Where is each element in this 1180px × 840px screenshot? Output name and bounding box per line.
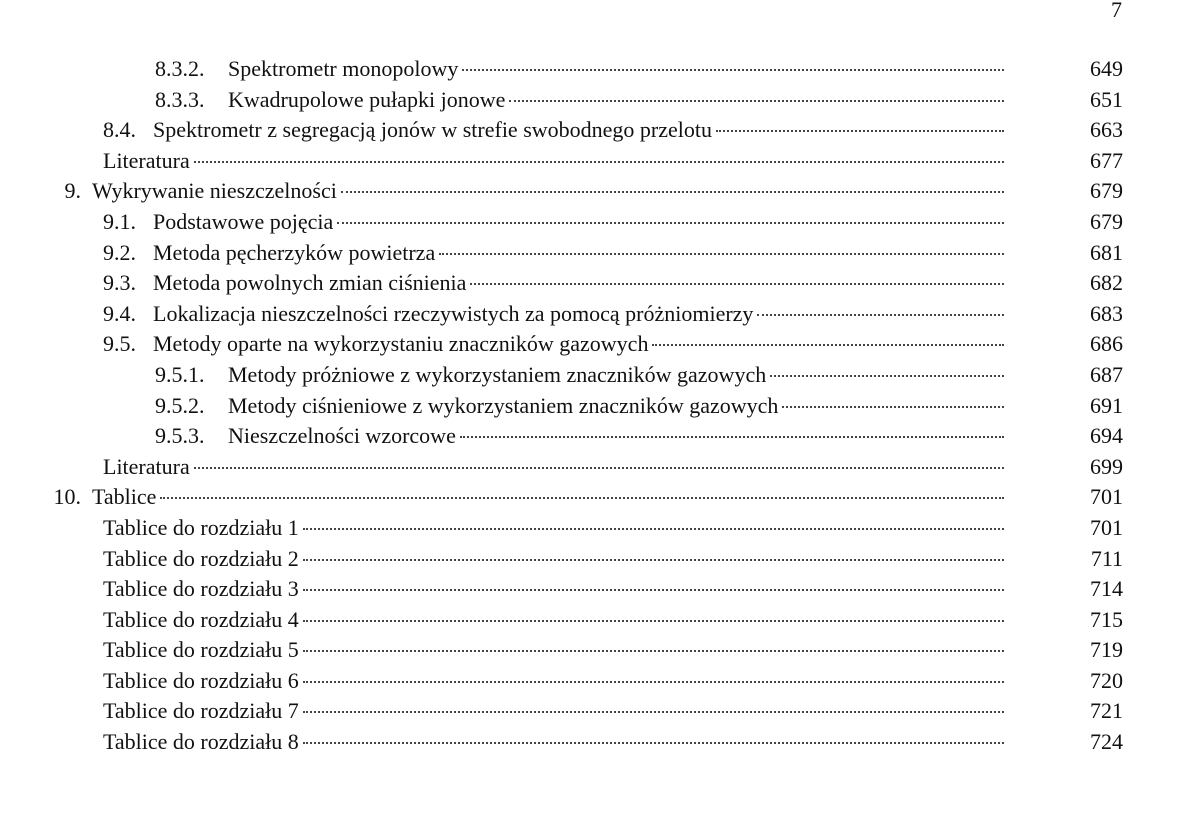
dot-leader [782, 406, 1004, 408]
toc-entry-title: Metoda pęcherzyków powietrza [153, 239, 436, 265]
toc-entry-title: Tablice do rozdziału 2 [103, 545, 299, 571]
dot-leader [303, 711, 1004, 713]
toc-entry-title: Metody ciśnieniowe z wykorzystaniem znaczników gazowych [228, 392, 779, 418]
toc-row [0, 360, 1180, 391]
toc-row [0, 238, 1180, 269]
toc-entry [0, 482, 1006, 513]
toc-row [0, 391, 1180, 422]
toc-row [0, 207, 1180, 238]
toc-row [0, 544, 1180, 575]
toc-entry-page: 679 [1090, 178, 1123, 204]
toc-entry [0, 666, 1006, 697]
toc-row [0, 421, 1180, 452]
toc-entry-title: Metody próżniowe z wykorzystaniem znaczników gazowych [228, 361, 767, 387]
toc-entry-page: 724 [1090, 729, 1123, 755]
toc-entry-page: 663 [1090, 117, 1123, 143]
toc-entry-number: 9.1. [103, 208, 136, 234]
toc-row [0, 513, 1180, 544]
toc-entry-number: 10. [53, 484, 81, 510]
toc-entry-page: 651 [1090, 86, 1123, 112]
toc-entry [0, 696, 1006, 727]
toc-entry [0, 605, 1006, 636]
toc-row [0, 727, 1180, 758]
toc-entry [0, 544, 1006, 575]
toc-entry-page: 681 [1090, 239, 1123, 265]
toc-row [0, 605, 1180, 636]
dot-leader [160, 497, 1004, 499]
dot-leader [194, 467, 1004, 469]
toc-entry-number: 8.3.3. [155, 86, 205, 112]
toc-entry [0, 421, 1006, 452]
toc-row [0, 329, 1180, 360]
toc-entry-title: Tablice do rozdziału 4 [103, 606, 299, 632]
toc-entry-title: Tablice do rozdziału 6 [103, 667, 299, 693]
dot-leader [303, 681, 1004, 683]
toc-entry [0, 329, 1006, 360]
toc-row [0, 299, 1180, 330]
toc-entry-page: 719 [1090, 637, 1123, 663]
toc-entry-page: 711 [1090, 545, 1123, 571]
dot-leader [303, 742, 1004, 744]
toc-entry-page: 714 [1090, 576, 1123, 602]
toc-entry-title: Tablice do rozdziału 1 [103, 514, 299, 540]
toc-entry-title: Podstawowe pojęcia [153, 208, 334, 234]
toc-row [0, 696, 1180, 727]
toc-entry [0, 85, 1006, 116]
toc-entry-number: 8.3.2. [155, 56, 205, 81]
dot-leader [470, 283, 1004, 285]
dot-leader [509, 100, 1004, 102]
toc-entry-page: 701 [1090, 514, 1123, 540]
dot-leader [439, 253, 1004, 255]
toc-entry-title: Metoda powolnych zmian ciśnienia [153, 270, 467, 296]
toc-row [0, 574, 1180, 605]
toc-row [0, 666, 1180, 697]
dot-leader [303, 620, 1004, 622]
toc-entry-page: 687 [1090, 361, 1123, 387]
toc-entry-title: Tablice do rozdziału 5 [103, 637, 299, 663]
toc-entry-title: Tablice [92, 484, 157, 510]
toc-entry-title: Spektrometr monopolowy [228, 56, 459, 81]
dot-leader [303, 650, 1004, 652]
toc-entry [0, 54, 1006, 85]
toc-entry-page: 677 [1090, 147, 1123, 173]
toc-row [0, 482, 1180, 513]
page-number: 7 [1111, 0, 1122, 22]
toc-entry-number: 8.4. [103, 117, 136, 143]
toc-entry-page: 683 [1090, 300, 1123, 326]
toc-entry [0, 115, 1006, 146]
toc-entry-page: 691 [1090, 392, 1123, 418]
toc-entry [0, 391, 1006, 422]
dot-leader [716, 130, 1004, 132]
toc-entry [0, 727, 1006, 758]
toc-entry-page: 699 [1090, 453, 1123, 479]
toc-entry-title: Nieszczelności wzorcowe [228, 423, 456, 449]
toc-entry-number: 9.2. [103, 239, 136, 265]
toc-entry-title: Literatura [103, 453, 190, 479]
toc-entry-title: Tablice do rozdziału 8 [103, 729, 299, 755]
toc-entry [0, 360, 1006, 391]
dot-leader [757, 314, 1004, 316]
toc-entry-title: Wykrywanie nieszczelności [92, 178, 337, 204]
dot-leader [341, 191, 1004, 193]
dot-leader [303, 589, 1004, 591]
dot-leader [303, 528, 1004, 530]
toc-entry-page: 694 [1090, 423, 1123, 449]
toc-row [0, 54, 1180, 85]
dot-leader [652, 344, 1004, 346]
dot-leader [194, 161, 1004, 163]
toc-entry-page: 720 [1090, 667, 1123, 693]
toc-entry-number: 9. [64, 178, 81, 204]
toc-entry-page: 721 [1090, 698, 1123, 724]
toc-entry-title: Lokalizacja nieszczelności rzeczywistych za pomocą próżniomierzy [153, 300, 754, 326]
toc-row [0, 268, 1180, 299]
toc-entry-title: Metody oparte na wykorzystaniu znaczników gazowych [153, 331, 649, 357]
toc-entry-number: 9.5.1. [155, 361, 205, 387]
toc-entry-title: Tablice do rozdziału 7 [103, 698, 299, 724]
toc-row [0, 115, 1180, 146]
toc-entry [0, 238, 1006, 269]
toc-entry-title: Spektrometr z segregacją jonów w strefie swobodnego przelotu [153, 117, 712, 143]
toc-entry-number: 9.5. [103, 331, 136, 357]
toc-row [0, 452, 1180, 483]
toc-entry-page: 715 [1090, 606, 1123, 632]
toc-entry [0, 452, 1006, 483]
toc-entry-title: Tablice do rozdziału 3 [103, 576, 299, 602]
toc-entry [0, 513, 1006, 544]
toc-entry-title: Kwadrupolowe pułapki jonowe [228, 86, 506, 112]
dot-leader [303, 559, 1004, 561]
toc-entry-number: 9.4. [103, 300, 136, 326]
toc-entry [0, 268, 1006, 299]
toc-entry [0, 299, 1006, 330]
toc-entry [0, 176, 1006, 207]
toc-entry-title: Literatura [103, 147, 190, 173]
toc-entry-number: 9.3. [103, 270, 136, 296]
toc-entry-page: 679 [1090, 208, 1123, 234]
toc-entry-page: 686 [1090, 331, 1123, 357]
dot-leader [460, 436, 1004, 438]
dot-leader [337, 222, 1004, 224]
toc-entry-number: 9.5.2. [155, 392, 205, 418]
toc-entry [0, 146, 1006, 177]
toc-row [0, 146, 1180, 177]
dot-leader [462, 69, 1004, 71]
toc-row [0, 85, 1180, 116]
dot-leader [770, 375, 1004, 377]
toc-entry [0, 574, 1006, 605]
toc-entry-page: 701 [1090, 484, 1123, 510]
toc-entry-number: 9.5.3. [155, 423, 205, 449]
table-of-contents [0, 54, 1180, 758]
toc-entry [0, 207, 1006, 238]
toc-entry-page: 682 [1090, 270, 1123, 296]
toc-entry-page: 649 [1090, 56, 1123, 81]
toc-row [0, 635, 1180, 666]
toc-entry [0, 635, 1006, 666]
toc-row [0, 176, 1180, 207]
